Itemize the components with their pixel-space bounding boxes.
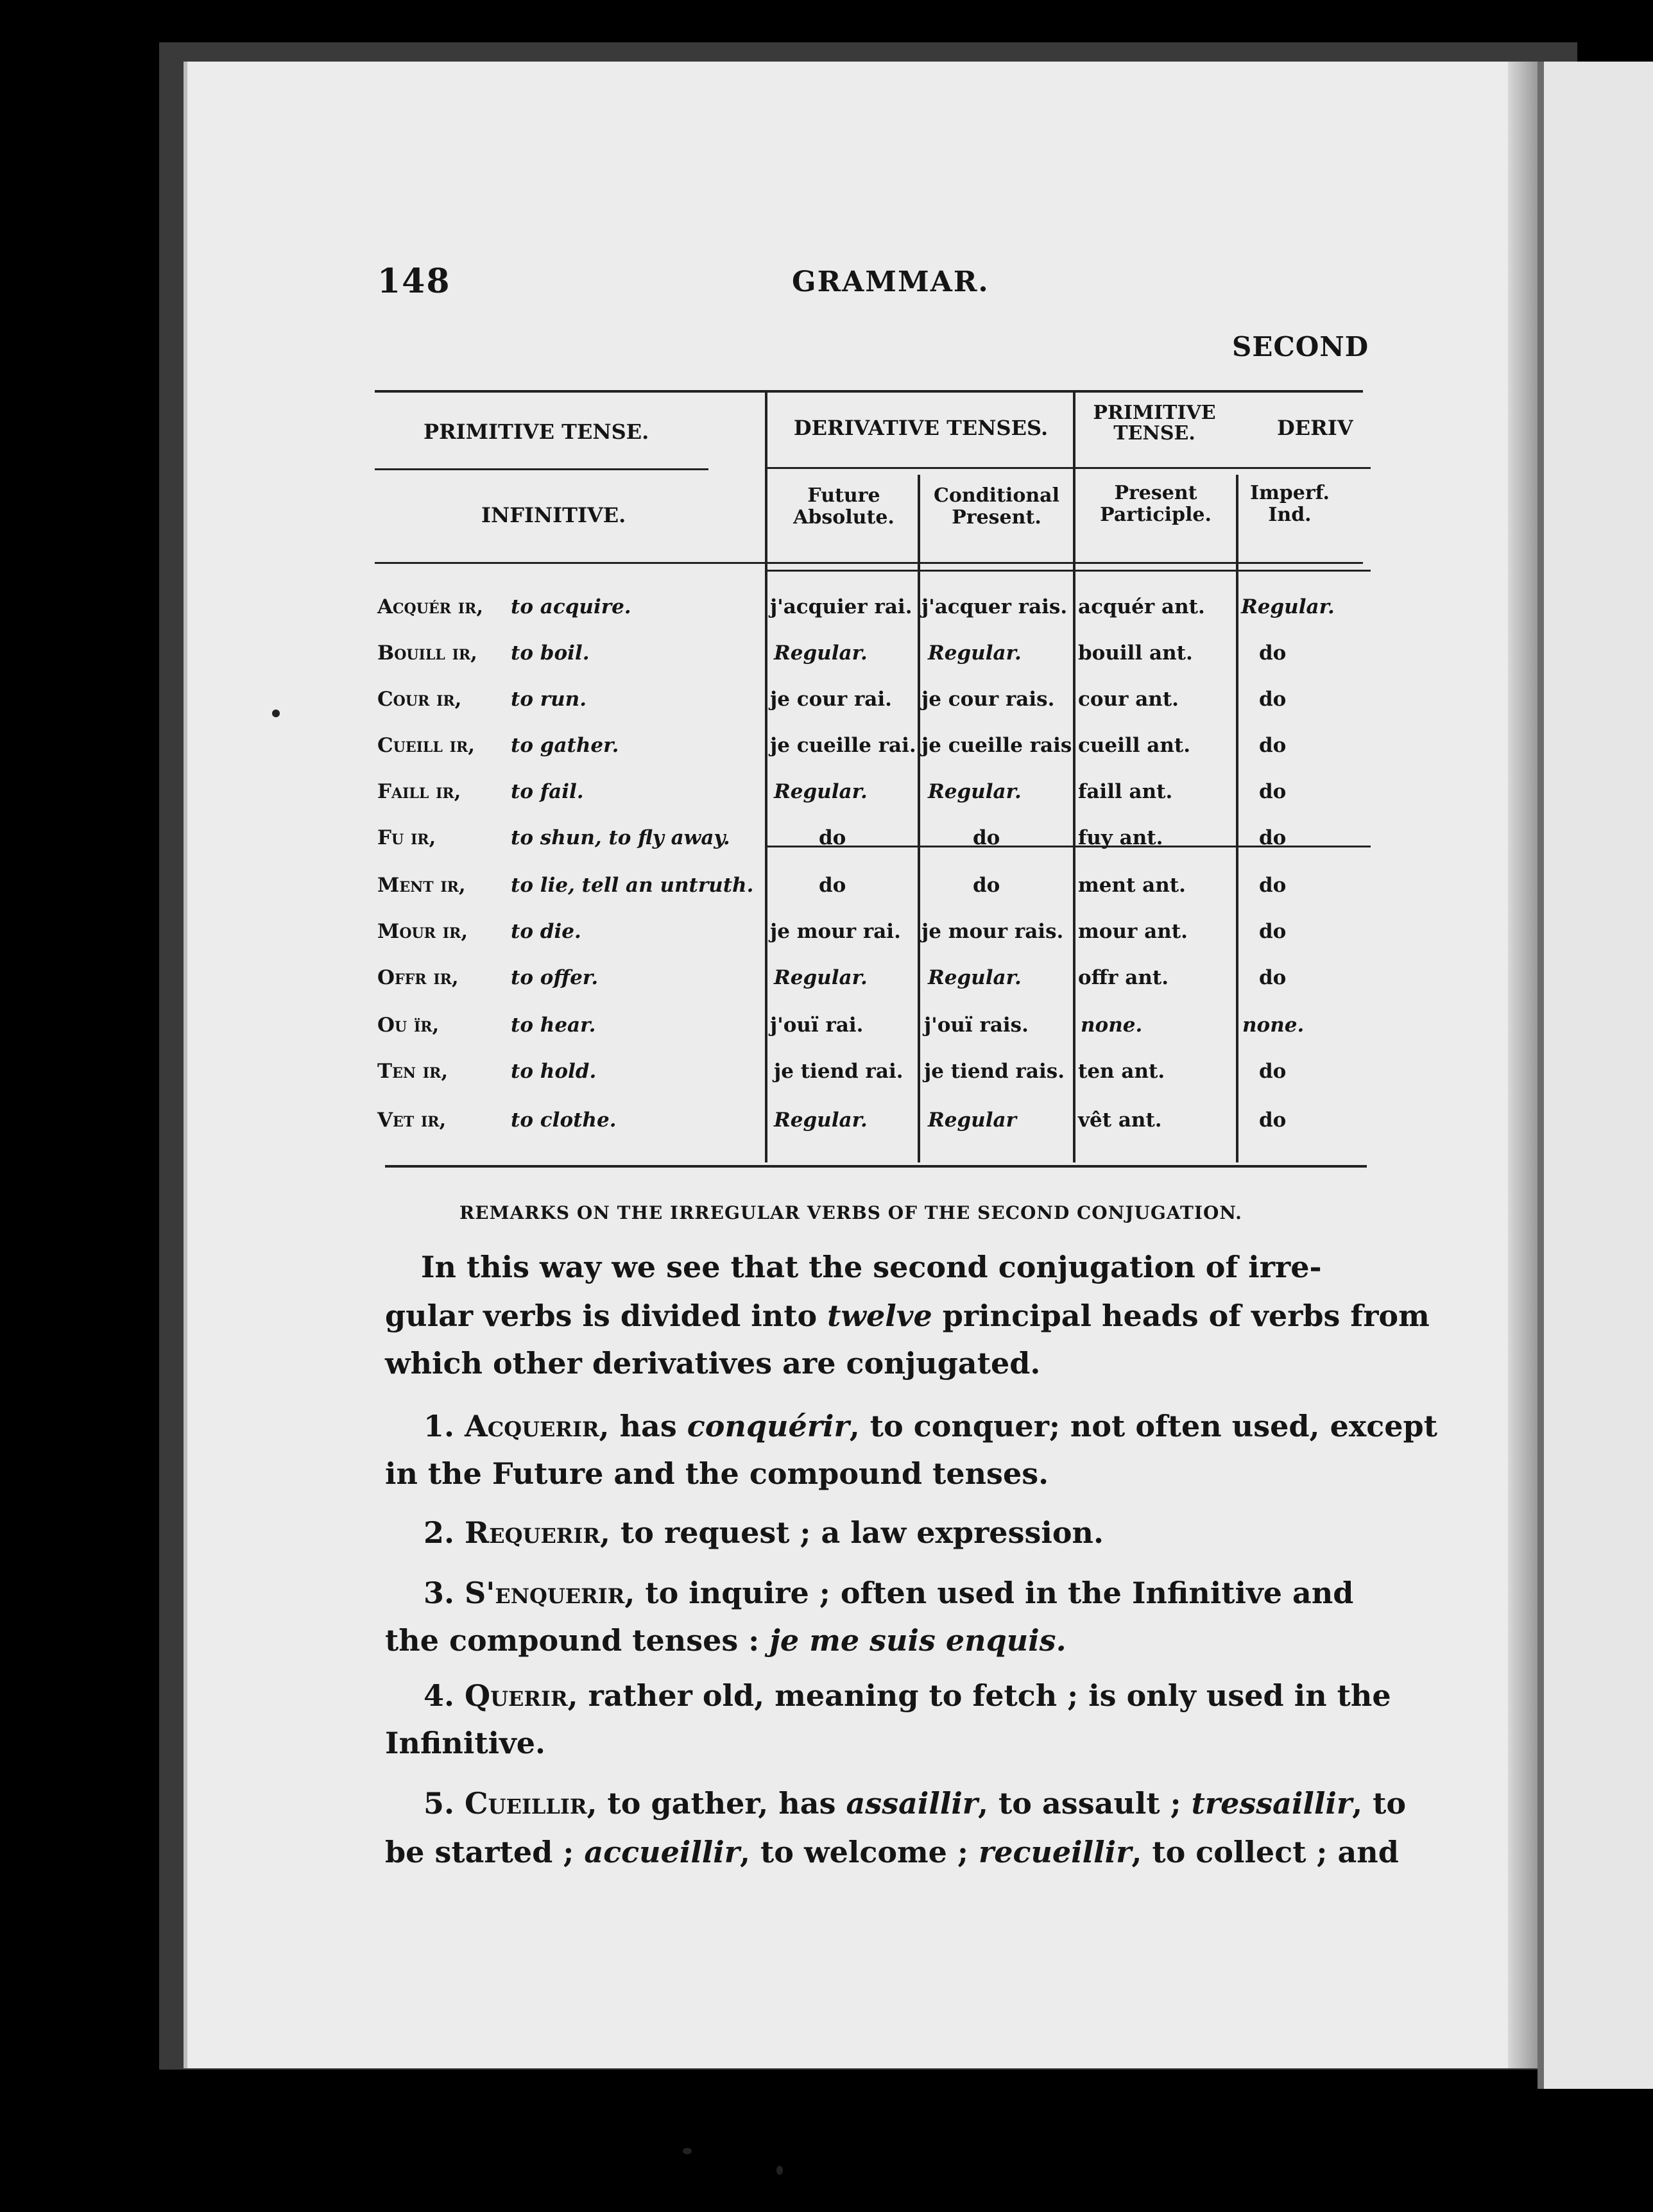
- participle-cell: ten ant.: [1078, 1060, 1165, 1083]
- meaning-cell: to fail.: [511, 780, 584, 803]
- meaning-cell: to acquire.: [511, 595, 631, 618]
- meaning-cell: to clothe.: [511, 1109, 617, 1132]
- future-cell: Regular.: [774, 966, 868, 989]
- imperf-cell: do: [1259, 1109, 1287, 1132]
- participle-cell: acquér ant.: [1078, 595, 1205, 618]
- meaning-cell: to run.: [511, 688, 587, 711]
- imperf-cell: Regular.: [1241, 595, 1335, 618]
- header-conditional-present: Conditional Present.: [934, 484, 1059, 529]
- participle-cell: cueill ant.: [1078, 734, 1190, 757]
- item-emphasis: accueillir: [584, 1835, 740, 1869]
- conditional-cell: Regular: [928, 1109, 1016, 1132]
- imperf-cell: do: [1259, 688, 1287, 711]
- ink-speck: [272, 710, 280, 717]
- item-text: , to conquer; not often used, except: [849, 1409, 1437, 1443]
- participle-cell: vêt ant.: [1078, 1109, 1162, 1132]
- verb-cell: Vet ir,: [377, 1109, 447, 1132]
- imperf-cell: do: [1259, 874, 1287, 897]
- item-text: , to: [1352, 1786, 1407, 1821]
- item-emphasis: conquérir: [687, 1409, 850, 1443]
- future-cell: je mour rai.: [770, 920, 901, 943]
- item-1-line-1: [424, 1409, 1437, 1443]
- item-5-line-2: [385, 1835, 1399, 1869]
- meaning-cell: to hear.: [511, 1014, 596, 1037]
- verb-cell: Mour ir,: [377, 920, 468, 943]
- verb-cell: Offr ir,: [377, 966, 459, 989]
- conditional-cell: Regular.: [928, 966, 1022, 989]
- conditional-cell: je tiend rais.: [924, 1060, 1065, 1083]
- header-imperf-ind: Imperf. Ind.: [1250, 482, 1330, 526]
- item-text: be started ;: [385, 1835, 585, 1869]
- item-3-line-2: [385, 1623, 1066, 1658]
- col-divider-1: [765, 393, 767, 1162]
- participle-cell: cour ant.: [1078, 688, 1179, 711]
- item-verb: Cueillir: [465, 1786, 587, 1821]
- header-rule-mid: [767, 467, 1075, 469]
- page-number: 148: [377, 262, 451, 301]
- intro-text: gular verbs is divided into: [385, 1298, 828, 1333]
- meaning-cell: to lie, tell an untruth.: [511, 874, 754, 897]
- verb-cell: Ment ir,: [377, 874, 466, 897]
- future-cell: j'acquier rai.: [770, 595, 912, 618]
- future-cell: je cueille rai.: [770, 734, 916, 757]
- future-cell: Regular.: [774, 1109, 868, 1132]
- participle-cell: none.: [1081, 1014, 1143, 1037]
- item-3-line-1: [424, 1576, 1353, 1610]
- meaning-cell: to gather.: [511, 734, 619, 757]
- page-fold-shadow: [1508, 62, 1537, 2068]
- verb-cell: Cueill ir,: [377, 734, 475, 757]
- remarks-heading: REMARKS ON THE IRREGULAR VERBS OF THE SECOND CONJUGATION.: [459, 1202, 1242, 1223]
- conditional-cell: je cour rais.: [921, 688, 1055, 711]
- col-divider-4: [1236, 475, 1238, 1162]
- header-future-absolute: Future Absolute.: [793, 484, 895, 529]
- future-cell: Regular.: [774, 780, 868, 803]
- conditional-cell: Regular.: [928, 780, 1022, 803]
- item-emphasis: je me suis enquis.: [769, 1623, 1066, 1658]
- meaning-cell: to die.: [511, 920, 581, 943]
- participle-cell: ment ant.: [1078, 874, 1186, 897]
- verb-cell: Acquér ir,: [377, 595, 484, 618]
- header-bottom-rule-2: [767, 570, 1371, 572]
- intro-line-2: [385, 1298, 1430, 1333]
- meaning-cell: to offer.: [511, 966, 599, 989]
- conditional-cell: je mour rais.: [921, 920, 1064, 943]
- item-number: 4.: [424, 1678, 465, 1713]
- item-number: 5.: [424, 1786, 465, 1821]
- participle-cell: bouill ant.: [1078, 642, 1193, 665]
- ink-speck: [776, 2166, 783, 2175]
- header-deriv: DERIV: [1277, 416, 1353, 440]
- item-number: 3.: [424, 1576, 465, 1610]
- item-5-line-1: [424, 1786, 1406, 1821]
- facing-page-edge: [1537, 62, 1653, 2089]
- future-cell: j'ouï rai.: [770, 1014, 864, 1037]
- ink-speck: [683, 2148, 692, 2154]
- header-present-participle: Present Participle.: [1100, 482, 1212, 526]
- imperf-cell: do: [1259, 642, 1287, 665]
- item-text: , rather old, meaning to fetch ; is only used in the: [567, 1678, 1391, 1713]
- item-1-line-2: in the Future and the compound tenses.: [385, 1456, 1049, 1491]
- conditional-cell: j'ouï rais.: [924, 1014, 1029, 1037]
- item-number: 1.: [424, 1409, 465, 1443]
- verb-cell: Bouill ir,: [377, 642, 477, 665]
- item-2-line-1: [424, 1515, 1104, 1550]
- corner-word: SECOND: [1232, 331, 1369, 362]
- imperf-cell: none.: [1242, 1014, 1305, 1037]
- verb-cell: Faill ir,: [377, 780, 461, 803]
- header-bottom-rule: [375, 562, 1363, 564]
- item-4-line-1: [424, 1678, 1391, 1713]
- item-4-line-2: Infinitive.: [385, 1726, 546, 1760]
- item-verb: S'enquerir: [465, 1576, 625, 1610]
- participle-cell: faill ant.: [1078, 780, 1173, 803]
- future-cell: do: [819, 826, 846, 849]
- future-cell: do: [819, 874, 846, 897]
- participle-cell: mour ant.: [1078, 920, 1188, 943]
- header-rule-right: [1075, 467, 1371, 469]
- item-text: the compound tenses :: [385, 1623, 770, 1658]
- intro-text: principal heads of verbs from: [932, 1298, 1430, 1333]
- table-top-rule: [375, 390, 1363, 393]
- item-text: , to gather, has: [587, 1786, 846, 1821]
- item-text: , to inquire ; often used in the Infinitive and: [624, 1576, 1354, 1610]
- imperf-cell: do: [1259, 1060, 1287, 1083]
- running-title: GRAMMAR.: [792, 266, 989, 298]
- item-text: , to request ; a law expression.: [600, 1515, 1104, 1550]
- col-divider-3: [1073, 393, 1075, 1162]
- item-text: , has: [599, 1409, 687, 1443]
- verb-cell: Ou ïr,: [377, 1014, 440, 1037]
- imperf-cell: do: [1259, 780, 1287, 803]
- future-cell: je cour rai.: [770, 688, 892, 711]
- item-emphasis: recueillir: [978, 1835, 1132, 1869]
- item-text: , to welcome ;: [740, 1835, 979, 1869]
- item-number: 2.: [424, 1515, 465, 1550]
- imperf-cell: do: [1259, 734, 1287, 757]
- item-verb: Querir: [465, 1678, 568, 1713]
- imperf-cell: do: [1259, 966, 1287, 989]
- conditional-cell: Regular.: [928, 642, 1022, 665]
- table-bottom-rule: [385, 1165, 1367, 1168]
- conditional-cell: je cueille rais: [921, 734, 1072, 757]
- conditional-cell: do: [973, 874, 1000, 897]
- header-primitive-tense-2: PRIMITIVE TENSE.: [1093, 402, 1216, 445]
- intro-emphasis: twelve: [827, 1298, 932, 1333]
- participle-cell: offr ant.: [1078, 966, 1169, 989]
- item-verb: Acquerir: [465, 1409, 599, 1443]
- header-derivative-tenses: DERIVATIVE TENSES.: [793, 416, 1049, 440]
- item-emphasis: assaillir: [846, 1786, 979, 1821]
- intro-line-1: In this way we see that the second conjugation of irre-: [421, 1250, 1322, 1284]
- header-infinitive: INFINITIVE.: [481, 503, 626, 527]
- item-emphasis: tressaillir: [1191, 1786, 1353, 1821]
- verb-cell: Fu ir,: [377, 826, 436, 849]
- item-verb: Requerir: [465, 1515, 600, 1550]
- meaning-cell: to shun, to fly away.: [511, 826, 730, 849]
- item-text: , to assault ;: [978, 1786, 1192, 1821]
- header-rule-left: [375, 468, 708, 470]
- conditional-cell: do: [973, 826, 1000, 849]
- imperf-cell: do: [1259, 920, 1287, 943]
- verb-cell: Ten ir,: [377, 1060, 449, 1083]
- intro-line-3: which other derivatives are conjugated.: [385, 1346, 1041, 1381]
- imperf-cell: do: [1259, 826, 1287, 849]
- future-cell: je tiend rai.: [774, 1060, 904, 1083]
- participle-cell: fuy ant.: [1078, 826, 1163, 849]
- item-text: , to collect ; and: [1131, 1835, 1399, 1869]
- header-primitive-tense: PRIMITIVE TENSE.: [424, 420, 649, 444]
- meaning-cell: to hold.: [511, 1060, 597, 1083]
- col-divider-2: [918, 475, 920, 1162]
- future-cell: Regular.: [774, 642, 868, 665]
- conditional-cell: j'acquer rais.: [921, 595, 1068, 618]
- verb-cell: Cour ir,: [377, 688, 462, 711]
- meaning-cell: to boil.: [511, 642, 590, 665]
